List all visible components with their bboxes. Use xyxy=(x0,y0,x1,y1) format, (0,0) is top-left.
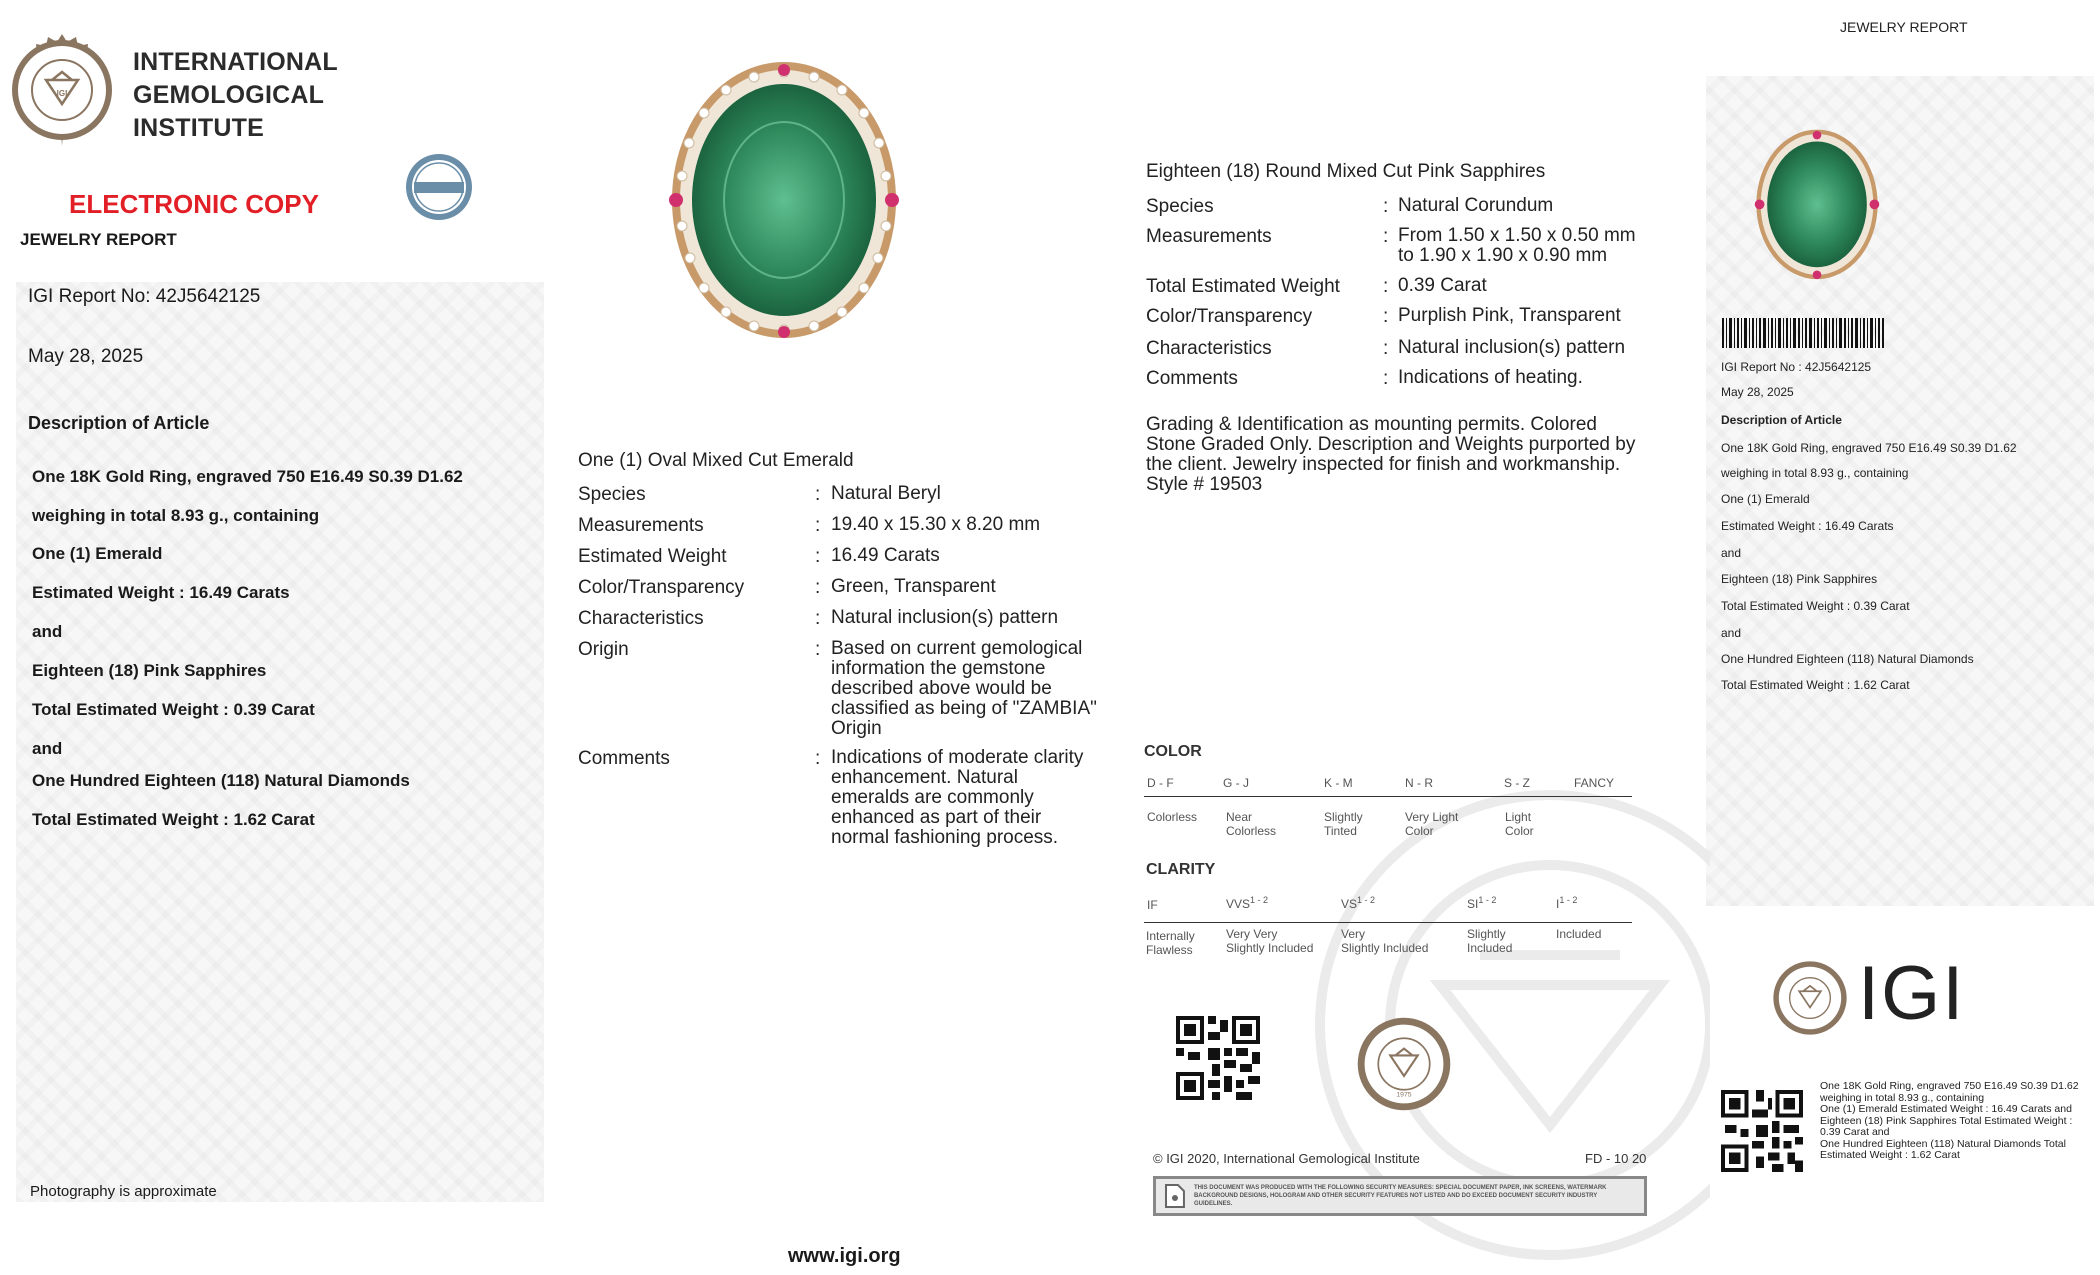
emerald-spec-value: Green, Transparent xyxy=(831,576,996,597)
color-grade-code: K - M xyxy=(1324,776,1353,790)
spec-colon: : xyxy=(1383,226,1389,247)
clarity-grade-desc: Very Slightly Included xyxy=(1341,927,1429,955)
right-description-line: One Hundred Eighteen (118) Natural Diamonds xyxy=(1721,652,1974,666)
spec-colon: : xyxy=(1383,338,1389,359)
summary-line: 0.39 Carat and xyxy=(1820,1126,1890,1138)
sapphire-spec-value: Indications of heating. xyxy=(1398,367,1583,388)
emerald-section-title: One (1) Oval Mixed Cut Emerald xyxy=(578,450,854,471)
right-description-line: One 18K Gold Ring, engraved 750 E16.49 S0.39 D1.62 xyxy=(1721,441,2017,455)
color-grade-code: S - Z xyxy=(1504,776,1530,790)
description-line: weighing in total 8.93 g., containing xyxy=(32,506,320,525)
spec-colon: : xyxy=(815,748,821,769)
emerald-origin-line: described above would be xyxy=(831,678,1052,699)
report-title: JEWELRY REPORT xyxy=(1840,19,1968,35)
emerald-spec-label: Measurements xyxy=(578,515,704,536)
clarity-grade-code: VS$^{1 - 2}$ xyxy=(1341,895,1376,911)
description-line: Total Estimated Weight : 1.62 Carat xyxy=(32,810,315,829)
photography-note: Photography is approximate xyxy=(30,1183,217,1200)
color-grade-desc: Light Color xyxy=(1505,810,1534,838)
ring-photo xyxy=(664,58,904,348)
sapphire-spec-label: Characteristics xyxy=(1146,338,1272,359)
sapphire-spec-label: Color/Transparency xyxy=(1146,306,1313,327)
emerald-comment-line: enhancement. Natural xyxy=(831,767,1018,788)
svg-text:IGI: IGI xyxy=(56,89,68,98)
sapphire-spec-value: Purplish Pink, Transparent xyxy=(1398,305,1621,326)
sapphire-spec-label: Species xyxy=(1146,196,1214,217)
description-line: and xyxy=(32,622,63,641)
sapphire-spec-value: Natural inclusion(s) pattern xyxy=(1398,337,1626,358)
emerald-spec-label: Color/Transparency xyxy=(578,577,745,598)
sapphire-spec-value: Natural Corundum xyxy=(1398,195,1554,216)
sapphire-spec-value: 0.39 Carat xyxy=(1398,275,1487,296)
igi-seal-icon xyxy=(1772,960,1848,1036)
qr-code-icon[interactable] xyxy=(1721,1090,1803,1172)
emerald-comment-line: Indications of moderate clarity xyxy=(831,747,1084,768)
right-description-line: Eighteen (18) Pink Sapphires xyxy=(1721,572,1878,586)
color-grade-code: D - F xyxy=(1147,776,1174,790)
emerald-spec-label: Characteristics xyxy=(578,608,704,629)
institute-name xyxy=(133,46,338,145)
summary-line: weighing in total 8.93 g., containing xyxy=(1820,1091,1985,1104)
sapphire-section-title: Eighteen (18) Round Mixed Cut Pink Sapphires xyxy=(1146,161,1546,182)
clarity-grade-code: VVS$^{1 - 2}$ xyxy=(1226,895,1269,911)
igi-seal-icon xyxy=(1356,1016,1452,1112)
right-description-heading: Description of Article xyxy=(1721,413,1842,427)
spec-colon: : xyxy=(815,515,821,536)
clarity-grade-desc: Internally Flawless xyxy=(1146,929,1195,957)
copyright-notice: © IGI 2020, International Gemological Institute xyxy=(1153,1151,1420,1166)
emerald-spec-value: Natural inclusion(s) pattern xyxy=(831,607,1059,628)
right-description-line: weighing in total 8.93 g., containing xyxy=(1721,466,1909,480)
svg-text:1975: 1975 xyxy=(1396,1091,1412,1099)
description-line: Total Estimated Weight : 0.39 Carat xyxy=(32,700,315,719)
report-title: JEWELRY REPORT xyxy=(20,230,177,249)
color-grade-code: N - R xyxy=(1405,776,1433,790)
spec-colon: : xyxy=(1383,276,1389,297)
security-notice-text: THIS DOCUMENT WAS PRODUCED WITH THE FOLLOWING SECURITY MEASURES: SPECIAL DOCUMENT PAPER, INK SCREENS, WATERMARK BACKGROUND DESIGNS, HOLOGRAM AND OTHER SECURITY FEATURES NOT LISTED AND DO EXCEED DOCUMENT SECURITY INDUSTRY GUIDELINES. xyxy=(1193,1185,1607,1207)
spec-colon: : xyxy=(815,577,821,598)
right-description-line: Estimated Weight : 16.49 Carats xyxy=(1721,519,1894,533)
institute-name-line: GEMOLOGICAL xyxy=(133,81,325,109)
sapphire-spec-value: From 1.50 x 1.50 x 0.50 mm xyxy=(1398,225,1636,246)
emerald-spec-label: Comments xyxy=(578,748,670,769)
sapphire-spec-label: Total Estimated Weight xyxy=(1146,276,1340,297)
grading-note-line: Grading & Identification as mounting permits. Colored xyxy=(1146,414,1597,435)
emerald-comment-line: emeralds are commonly xyxy=(831,787,1034,808)
color-grade-code: G - J xyxy=(1223,776,1249,790)
spec-colon: : xyxy=(815,639,821,660)
description-line: Eighteen (18) Pink Sapphires xyxy=(32,661,267,680)
emerald-spec-value: Natural Beryl xyxy=(831,483,941,504)
emerald-origin-line: information the gemstone xyxy=(831,658,1046,679)
emerald-comment-line: enhanced as part of their xyxy=(831,807,1042,828)
right-description-line: and xyxy=(1721,626,1742,640)
color-scale-rule xyxy=(1144,796,1632,797)
color-scale-title: COLOR xyxy=(1144,743,1202,760)
summary-line: One 18K Gold Ring, engraved 750 E16.49 S0.39 D1.62 xyxy=(1820,1080,2079,1092)
right-description-line: Total Estimated Weight : 1.62 Carat xyxy=(1721,678,1910,692)
igi-logo: IGI xyxy=(1858,951,1966,1036)
spec-colon: : xyxy=(1383,368,1389,389)
clarity-grade-code: IF xyxy=(1147,898,1158,912)
ring-thumbnail xyxy=(1752,126,1882,286)
summary-line: Estimated Weight : 1.62 Carat xyxy=(1820,1149,1960,1161)
right-description-line: Total Estimated Weight : 0.39 Carat xyxy=(1721,599,1910,613)
clarity-grade-code: $I^{1 - 2}$ xyxy=(1556,895,1578,911)
color-grade-desc: Slightly Tinted xyxy=(1324,810,1363,838)
emerald-spec-value: 19.40 x 15.30 x 8.20 mm xyxy=(831,514,1041,535)
spec-colon: : xyxy=(1383,196,1389,217)
spec-colon: : xyxy=(1383,306,1389,327)
igi-seal-icon xyxy=(6,34,118,146)
electronic-copy-label: ELECTRONIC COPY xyxy=(69,189,319,219)
qr-code-icon[interactable] xyxy=(1176,1016,1260,1100)
grading-note-line: Stone Graded Only. Description and Weights purported by xyxy=(1146,434,1636,455)
right-description-line: and xyxy=(1721,546,1742,560)
right-description-line: One (1) Emerald xyxy=(1721,492,1810,506)
description-line: and xyxy=(32,739,63,758)
color-grade-code: FANCY xyxy=(1574,776,1615,790)
description-line: One Hundred Eighteen (118) Natural Diamonds xyxy=(32,771,410,790)
clarity-grade-desc: Slightly Included xyxy=(1467,927,1513,955)
summary-line: Eighteen (18) Pink Sapphires Total Estimated Weight : xyxy=(1820,1114,2073,1127)
clarity-scale-title: CLARITY xyxy=(1146,861,1216,878)
website-link[interactable]: www.igi.org xyxy=(788,1245,901,1267)
emerald-spec-label: Species xyxy=(578,484,646,505)
security-notice-box xyxy=(1153,1176,1647,1216)
description-line: One 18K Gold Ring, engraved 750 E16.49 S0.39 D1.62 xyxy=(32,467,463,486)
description-line: One (1) Emerald xyxy=(32,544,163,563)
sapphire-spec-value: to 1.90 x 1.90 x 0.90 mm xyxy=(1398,245,1608,266)
report-number: IGI Report No: 42J5642125 xyxy=(28,286,261,307)
spec-colon: : xyxy=(815,484,821,505)
barcode-icon xyxy=(1722,318,1884,348)
spec-colon: : xyxy=(815,608,821,629)
clarity-grade-desc: Very Very Slightly Included xyxy=(1226,927,1314,955)
emerald-spec-value: 16.49 Carats xyxy=(831,545,940,566)
form-code: FD - 10 20 xyxy=(1585,1151,1647,1166)
emerald-origin-line: classified as being of "ZAMBIA" xyxy=(831,698,1097,719)
sapphire-spec-label: Measurements xyxy=(1146,226,1272,247)
summary-line: One Hundred Eighteen (118) Natural Diamonds Total xyxy=(1820,1137,2066,1150)
right-summary xyxy=(1820,1081,2082,1162)
retail-assured-badge-icon xyxy=(404,152,474,222)
color-grade-desc: Very Light Color xyxy=(1405,810,1459,838)
summary-line: One (1) Emerald Estimated Weight : 16.49 Carats and xyxy=(1820,1103,2072,1115)
document-icon xyxy=(1164,1183,1186,1209)
description-heading: Description of Article xyxy=(28,413,210,433)
grading-note-line: the client. Jewelry inspected for finish and workmanship. xyxy=(1146,454,1621,475)
grading-note-line: Style # 19503 xyxy=(1146,474,1263,495)
institute-name-line: INSTITUTE xyxy=(133,114,264,142)
color-grade-desc: Colorless xyxy=(1147,810,1198,824)
emerald-origin-line: Based on current gemological xyxy=(831,638,1083,659)
emerald-spec-label: Origin xyxy=(578,639,629,660)
right-report-number: IGI Report No : 42J5642125 xyxy=(1721,360,1872,374)
description-line: Estimated Weight : 16.49 Carats xyxy=(32,583,290,602)
clarity-scale-rule xyxy=(1144,922,1632,923)
institute-name-line: INTERNATIONAL xyxy=(133,48,338,76)
spec-colon: : xyxy=(815,546,821,567)
emerald-spec-label: Estimated Weight xyxy=(578,546,727,567)
emerald-comment-line: normal fashioning process. xyxy=(831,827,1059,848)
sapphire-spec-label: Comments xyxy=(1146,368,1238,389)
clarity-grade-code: SI$^{1 - 2}$ xyxy=(1467,895,1497,911)
emerald-origin-line: Origin xyxy=(831,718,882,739)
report-date: May 28, 2025 xyxy=(28,346,144,367)
clarity-grade-desc: Included xyxy=(1556,927,1602,941)
right-report-date: May 28, 2025 xyxy=(1721,385,1794,399)
color-grade-desc: Near Colorless xyxy=(1226,810,1277,838)
